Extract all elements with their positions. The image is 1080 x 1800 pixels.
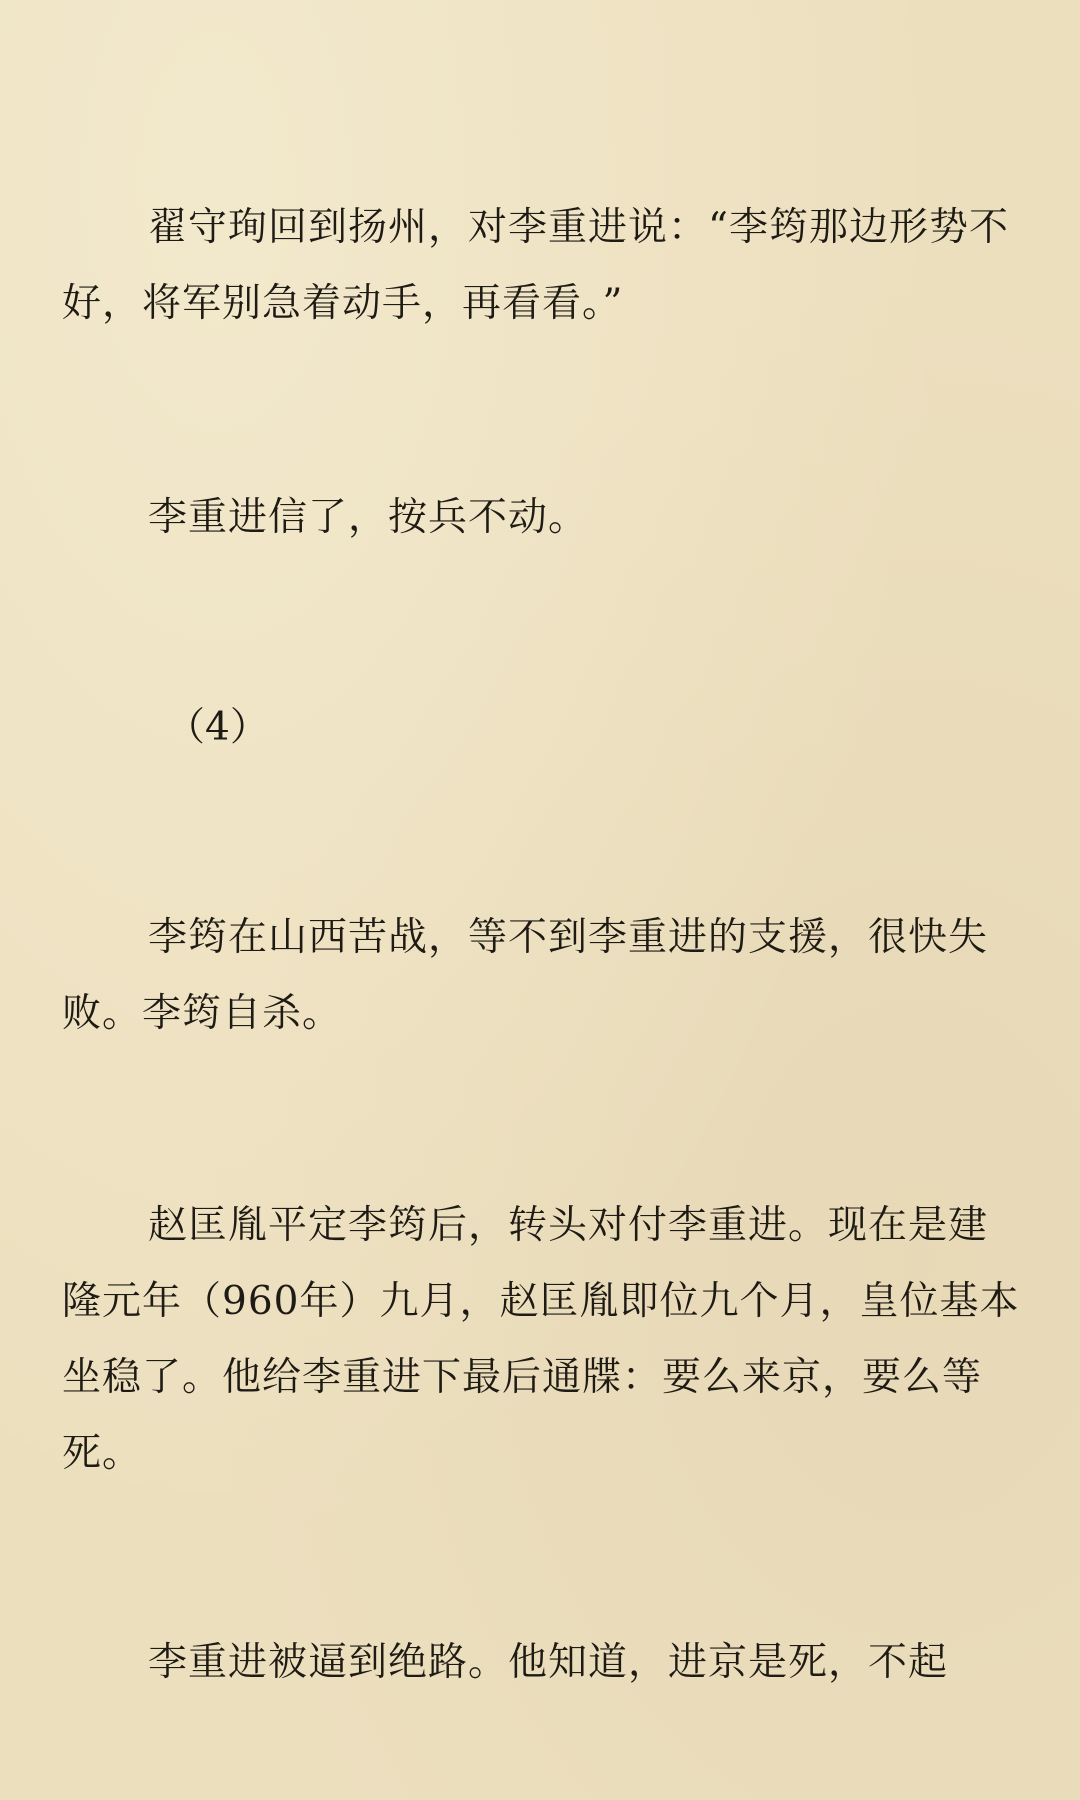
paragraph-1-text: 翟守珣回到扬州，对李重进说：“李筠那边形势不好，将军别急着动手，再看看。” bbox=[62, 205, 1009, 326]
paragraph-5-text: 李重进被逼到绝路。他知道，进京是死，不起 bbox=[148, 1640, 949, 1685]
paragraph-2 bbox=[62, 480, 1022, 556]
paragraph-5 bbox=[62, 1625, 1022, 1701]
paragraph-1 bbox=[62, 190, 1022, 342]
paragraph-2-text: 李重进信了，按兵不动。 bbox=[148, 495, 589, 540]
section-number: （4） bbox=[166, 705, 269, 750]
paragraph-3-text: 李筠在山西苦战，等不到李重进的支援，很快失败。李筠自杀。 bbox=[62, 915, 989, 1036]
paragraph-3 bbox=[62, 900, 1022, 1052]
paragraph-4 bbox=[62, 1188, 1022, 1492]
paragraph-4-text: 赵匡胤平定李筠后，转头对付李重进。现在是建隆元年（960年）九月，赵匡胤即位九个月，皇位基本坐稳了。他给李重进下最后通牒：要么来京，要么等死。 bbox=[62, 1203, 1020, 1476]
